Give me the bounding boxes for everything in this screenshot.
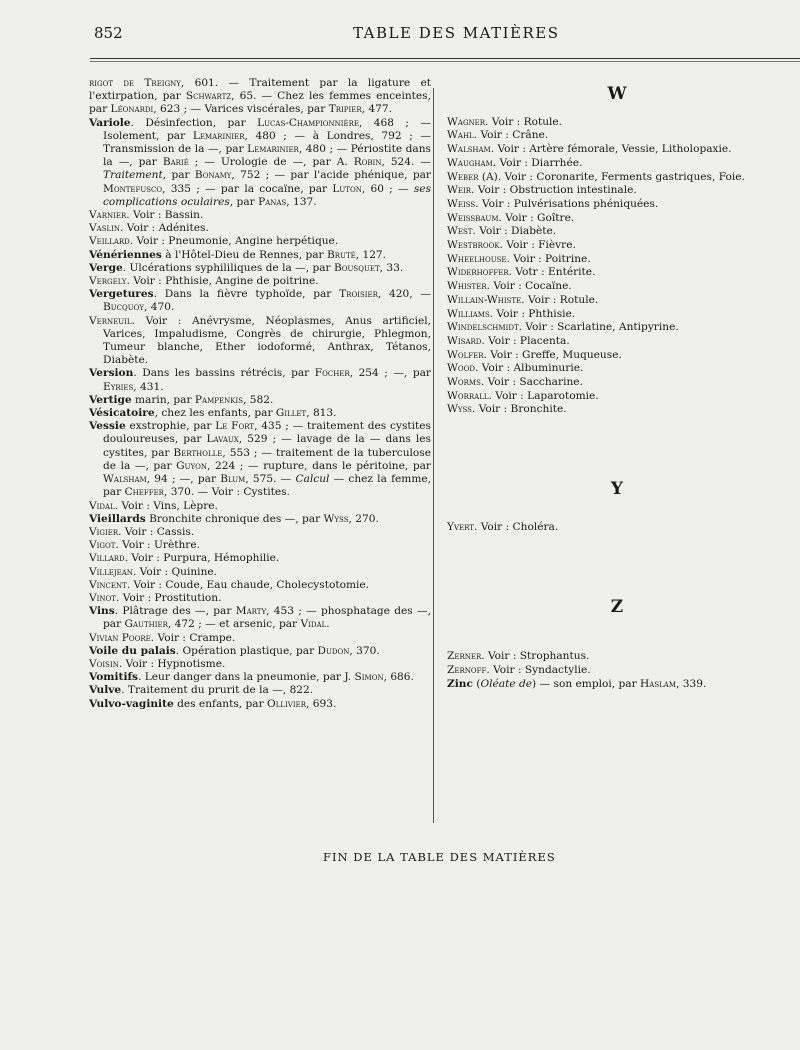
- author-name: Gillet: [275, 407, 307, 420]
- index-entry: [89, 394, 431, 407]
- entry-text: . Voir : Goître.: [498, 211, 575, 224]
- index-entry: [89, 222, 431, 235]
- entry-text: , 468 ; — Isolement, par: [103, 116, 431, 142]
- entry-heading: Vergetures: [89, 288, 154, 301]
- entry-text: , 65. — Chez les femmes enceintes, par: [89, 90, 431, 116]
- author-name: Léonardi: [110, 103, 154, 116]
- author-name: Whister: [447, 280, 487, 293]
- index-entry: [447, 239, 787, 253]
- entry-text: . Voir : Poitrine.: [506, 252, 591, 265]
- entry-heading: Vulvo-vaginite: [89, 697, 174, 710]
- entry-text: . Voir : Rotule.: [485, 115, 563, 128]
- entry-text: , 60 ; —: [361, 182, 414, 195]
- index-entry: [89, 566, 431, 579]
- entry-text: , 686.: [383, 671, 414, 684]
- entry-text: . Voir : Choléra.: [473, 520, 559, 533]
- index-entry: [447, 143, 787, 157]
- entry-text: . Voir : Albuminurie.: [474, 362, 584, 375]
- author-name: Villejean: [89, 565, 133, 578]
- author-name: Ollivier: [267, 697, 306, 710]
- section-y-entries: [447, 521, 787, 535]
- author-name: Voisin: [89, 657, 119, 670]
- index-entry: [89, 117, 431, 209]
- index-entry: [447, 253, 787, 267]
- entry-text: . Voir : Anévrysme, Néoplasmes, Anus artificiel, Varices, Impaludisme, Congrès de chirurgie, Phlegmon, Tumeur blanche, Ether iodoformé, Anthrax, Tétanos, Diabète.: [103, 314, 431, 367]
- index-entry: [89, 420, 431, 499]
- author-name: Vidal: [300, 618, 327, 631]
- entry-text: , 470.: [144, 301, 175, 314]
- entry-text: , 127.: [355, 248, 387, 261]
- entry-text: . Voir : Bassin.: [126, 209, 204, 222]
- author-name: Vigier: [89, 525, 119, 538]
- author-name: Luton: [332, 182, 362, 195]
- index-entry: [89, 605, 431, 631]
- index-entry: [447, 321, 787, 335]
- italic-text: ses complications oculaires: [103, 182, 432, 208]
- index-entry: [447, 308, 787, 322]
- index-entry: [89, 513, 431, 526]
- author-name: Panas: [258, 195, 287, 208]
- entry-text: , 335 ; — par la cocaïne, par: [162, 182, 333, 195]
- index-entry: [89, 552, 431, 565]
- index-entry: [447, 171, 787, 185]
- author-name: Bertholle: [173, 446, 223, 459]
- entry-text: . Voir : Vins, Lèpre.: [114, 499, 218, 512]
- entry-text: , 270.: [348, 512, 379, 525]
- author-name: Vincent: [89, 578, 127, 591]
- entry-heading: Verge: [89, 261, 123, 274]
- entry-text: à l'Hôtel-Dieu de Rennes, par: [161, 248, 327, 261]
- entry-text: . Voir : Scarlatine, Antipyrine.: [518, 321, 679, 334]
- entry-text: , chez les enfants, par: [154, 407, 276, 420]
- index-entry: [89, 500, 431, 513]
- author-name: Le Fort: [215, 420, 255, 433]
- index-entry: [447, 650, 787, 664]
- author-name: Willain-Whiste: [447, 293, 522, 306]
- author-name: West: [447, 225, 473, 238]
- index-entry: [89, 315, 431, 368]
- entry-text: . Plâtrage des —, par: [114, 605, 236, 618]
- index-entry: [447, 184, 787, 198]
- entry-text: , 529 ; — lavage de la — dans les cystites, par: [103, 433, 431, 459]
- author-name: Lavaux: [206, 433, 239, 446]
- author-name: Bonamy: [194, 169, 232, 182]
- entry-text: . Voir : Urèthre.: [115, 539, 201, 552]
- author-name: Weir: [447, 184, 472, 197]
- entry-text: exstrophie, par: [125, 420, 216, 433]
- author-name: Verneuil: [89, 314, 132, 327]
- entry-text: . Votr : Entérite.: [508, 266, 596, 279]
- entry-text: . Dans la fièvre typhoïde, par: [153, 288, 340, 301]
- index-entry: [89, 592, 431, 605]
- entry-heading: Vénériennes: [89, 248, 162, 261]
- author-name: Eyries: [103, 380, 134, 393]
- index-entry: [89, 698, 431, 711]
- author-name: Walsham: [447, 143, 491, 156]
- index-entry: [89, 249, 431, 262]
- author-name: Westbrook: [447, 239, 500, 252]
- entry-text: . Voir : Coude, Eau chaude, Cholecystotomie.: [126, 578, 370, 591]
- entry-text: . Voir : Coronarite, Ferments gastriques, Foie.: [497, 170, 745, 183]
- entry-text: . Voir : Purpura, Hémophilie.: [124, 552, 280, 565]
- index-entry: [447, 403, 787, 417]
- entry-text: . Voir : Hypnotisme.: [118, 657, 226, 670]
- header-rule-secondary: [90, 61, 800, 62]
- index-entry: [447, 349, 787, 363]
- entry-text: . Voir : Laparotomie.: [488, 389, 599, 402]
- entry-heading: Vins: [89, 605, 115, 618]
- entry-text: . Voir : Fièvre.: [499, 239, 576, 252]
- author-name: Vaslin: [89, 222, 121, 235]
- author-name: Schwartz: [185, 90, 232, 103]
- index-entry: [89, 407, 431, 420]
- entry-text: . Voir : Placenta.: [481, 334, 570, 347]
- index-entry: [447, 335, 787, 349]
- author-name: Villard: [89, 552, 125, 565]
- entry-text: , 339.: [676, 677, 707, 690]
- entry-heading: Voile du palais: [89, 644, 176, 657]
- entry-text: , 553 ; — traitement de la tuberculose de la —, par: [103, 446, 431, 472]
- author-name: Worms: [447, 376, 481, 389]
- index-entry: [447, 362, 787, 376]
- author-name: Varnier: [89, 209, 127, 222]
- entry-text: . Leur danger dans la pneumonie, par: [138, 671, 345, 684]
- entry-text: , 370.: [349, 644, 380, 657]
- entry-text: marin, par: [131, 393, 195, 406]
- entry-text: . Voir : Syndactylie.: [486, 663, 591, 676]
- entry-text: , 813.: [306, 407, 337, 420]
- index-entry: [89, 262, 431, 275]
- author-name: J. Simon: [344, 671, 384, 684]
- entry-heading: Vésicatoire: [89, 407, 155, 420]
- author-name: Vivian Poore: [89, 631, 151, 644]
- index-entry: [89, 658, 431, 671]
- author-name: Wyss: [447, 403, 472, 416]
- entry-text: — chez la femme, par: [103, 473, 431, 499]
- author-name: Wolfer: [447, 348, 484, 361]
- author-name: Focher: [314, 367, 350, 380]
- entry-text: , 453 ; — phosphatage des —, par: [103, 605, 431, 631]
- running-head-title: TABLE DES MATIÈRES: [353, 24, 560, 42]
- entry-text: , 420, —: [377, 288, 431, 301]
- author-name: Walsham: [103, 473, 147, 486]
- entry-text: Bronchite chronique des —, par: [145, 512, 324, 525]
- entry-text: . Voir : Artère fémorale, Vessie, Litholopaxie.: [490, 143, 732, 156]
- entry-heading: Zinc: [447, 677, 473, 690]
- index-entry: [447, 376, 787, 390]
- entry-text: . Voir : Cocaïne.: [486, 280, 572, 293]
- entry-text: , 480 ; — Périostite dans la —, par: [103, 143, 431, 169]
- author-name: Vinot: [89, 591, 116, 604]
- index-entry: [447, 225, 787, 239]
- author-name: Bousquet: [334, 261, 380, 274]
- index-entry: [89, 632, 431, 645]
- index-entry: [447, 129, 787, 143]
- entry-heading: Vertige: [89, 393, 132, 406]
- entry-text: . Voir : Diarrhée.: [492, 156, 583, 169]
- author-name: Vergely: [89, 275, 127, 288]
- author-name: rigot de Treigny: [89, 77, 181, 89]
- author-name: Lemarinier: [247, 143, 299, 156]
- entry-text: , 224 ; — rupture, dans le péritoine, par: [207, 459, 431, 472]
- section-letter-y: Y: [610, 479, 624, 500]
- entry-text: . Désinfection, par: [130, 116, 258, 129]
- entry-text: . Voir : Obstruction intestinale.: [471, 184, 637, 197]
- italic-text: Calcul: [295, 473, 330, 486]
- author-name: A. Robin: [336, 156, 382, 169]
- entry-text: . Ulcérations syphililiques de la —, par: [122, 261, 334, 274]
- entry-text: , 472 ; — et arsenic, par: [167, 618, 301, 631]
- entry-text: , 752 ; — par l'acide phénique, par: [231, 169, 431, 182]
- entry-text: . Voir : Strophantus.: [481, 650, 590, 663]
- author-name: Barié: [162, 156, 189, 169]
- index-entry: [89, 539, 431, 552]
- entry-text: . Dans les bassins rétrécis, par: [133, 367, 315, 380]
- index-entry: [89, 579, 431, 592]
- italic-text: Oléate de: [480, 677, 533, 690]
- column-divider: [433, 88, 434, 823]
- index-entry: [89, 288, 431, 314]
- author-name: Vidal: [89, 499, 115, 512]
- author-name: Wheelhouse: [447, 252, 507, 265]
- index-entry: [89, 77, 431, 117]
- entry-text: . Voir : Pneumonie, Angine herpétique.: [129, 235, 339, 248]
- author-name: Weiss: [447, 197, 476, 210]
- index-entry: [447, 521, 787, 535]
- author-name: Vigot: [89, 539, 116, 552]
- author-name: Wisard: [447, 334, 482, 347]
- entry-text: , 693.: [306, 697, 337, 710]
- index-entry: [447, 266, 787, 280]
- entry-heading: Version: [89, 367, 134, 380]
- author-name: Zernoff: [447, 663, 487, 676]
- author-name: Veillard: [89, 235, 130, 248]
- author-name: Lemarinier: [192, 129, 245, 142]
- author-name: Tripier: [328, 103, 362, 116]
- entry-text: , par: [162, 169, 195, 182]
- entry-text: , par: [229, 195, 259, 208]
- author-name: Troisier: [339, 288, 378, 301]
- index-entry: [447, 280, 787, 294]
- index-entry: [89, 275, 431, 288]
- entry-text: . Voir : Phthisie.: [489, 307, 576, 320]
- author-name: Bruté: [326, 248, 356, 261]
- index-entry: [89, 235, 431, 248]
- author-name: Gauthier: [124, 618, 168, 631]
- entry-heading: Vulve: [89, 684, 122, 697]
- left-column: [89, 77, 431, 711]
- entry-text: . Opération plastique, par: [175, 644, 318, 657]
- entry-text: , 435 ; — traitement des cystites douloureuses, par: [103, 420, 431, 446]
- index-entry: [89, 671, 431, 684]
- entry-text: des enfants, par: [173, 697, 268, 710]
- entry-text: , 477.: [361, 103, 392, 116]
- index-entry: [447, 198, 787, 212]
- entry-text: , 524. —: [381, 156, 431, 169]
- entry-text: . Voir : Crampe.: [150, 631, 236, 644]
- index-entry: [447, 157, 787, 171]
- entry-text: , 370. — Voir : Cystites.: [163, 486, 290, 499]
- entry-text: , 431.: [133, 380, 164, 393]
- entry-text: . Voir : Diabète.: [472, 225, 557, 238]
- entry-text: ) — son emploi, par: [532, 677, 641, 690]
- author-name: Williams: [447, 307, 490, 320]
- entry-text: . Voir : Rotule.: [521, 293, 599, 306]
- entry-heading: Vessie: [89, 420, 126, 433]
- author-name: Marty: [235, 605, 267, 618]
- entry-text: , 623 ; — Varices viscérales, par: [153, 103, 329, 116]
- author-name: Windelschmidt: [447, 321, 519, 334]
- entry-text: , 33.: [379, 261, 404, 274]
- author-name: Wyss: [323, 512, 349, 525]
- entry-text: . Voir : Greffe, Muqueuse.: [483, 348, 622, 361]
- entry-text: . Voir : Quinine.: [132, 565, 218, 578]
- italic-text: Traitement: [103, 169, 163, 182]
- entry-text: . Voir : Crâne.: [473, 129, 549, 142]
- index-entry: [89, 684, 431, 697]
- entry-heading: Vieillards: [89, 512, 146, 525]
- author-name: Pampenkis: [194, 393, 244, 406]
- entry-text: .: [326, 618, 330, 631]
- author-name: Lucas-Championnière: [257, 116, 359, 129]
- entry-text: . Voir : Bronchite.: [471, 403, 567, 416]
- header-rule: [90, 58, 800, 59]
- index-entry: [447, 116, 787, 130]
- author-name: Weissbaum: [447, 211, 499, 224]
- entry-text: . Traitement du prurit de la —, 822.: [121, 684, 314, 697]
- author-name: Wagner: [447, 115, 486, 128]
- entry-text: ; — Urologie de —, par: [188, 156, 337, 169]
- entry-text: . Voir : Phthisie, Angine de poitrine.: [126, 275, 319, 288]
- index-entry: [447, 390, 787, 404]
- entry-text: (: [472, 677, 481, 690]
- entry-text: , 601. — Traitement par la ligature et l'extirpation, par: [89, 77, 431, 103]
- index-entry: [447, 294, 787, 308]
- author-name: Blum: [220, 473, 246, 486]
- author-name: Bucquoy: [103, 301, 145, 314]
- end-of-table-footer: FIN DE LA TABLE DES MATIÈRES: [323, 850, 556, 864]
- entry-text: . Voir : Prostitution.: [115, 591, 222, 604]
- entry-text: . Voir : Adénites.: [120, 222, 209, 235]
- right-column: [447, 84, 787, 691]
- entry-text: . Voir : Saccharine.: [480, 376, 583, 389]
- entry-text: , 480 ; — à Londres, 792 ; — Transmission de la —, par: [103, 129, 431, 156]
- index-entry: [89, 367, 431, 393]
- author-name: Wahl: [447, 129, 474, 142]
- entry-text: . Voir : Cassis.: [118, 525, 195, 538]
- page-number: 852: [94, 24, 123, 42]
- index-entry: [447, 664, 787, 678]
- author-name: Weber (A): [447, 170, 498, 183]
- section-letter-w: W: [607, 84, 627, 104]
- author-name: Widerhoffer: [447, 266, 509, 279]
- index-entry: [447, 212, 787, 226]
- author-name: Guyon: [176, 459, 208, 472]
- author-name: Zerner: [447, 650, 482, 663]
- section-z-entries: [447, 650, 787, 691]
- index-entry: [89, 209, 431, 222]
- author-name: Dudon: [317, 644, 350, 657]
- index-entry: [447, 678, 787, 692]
- section-w-entries: [447, 116, 787, 417]
- author-name: Haslam: [640, 677, 676, 690]
- entry-text: , 94 ; —, par: [146, 473, 221, 486]
- author-name: Worrall: [447, 389, 489, 402]
- entry-text: , 575. —: [245, 473, 296, 486]
- entry-heading: Vomitifs: [89, 671, 138, 684]
- entry-text: . Voir : Pulvérisations phéniquées.: [475, 197, 659, 210]
- index-entry: [89, 645, 431, 658]
- author-name: Wood: [447, 362, 475, 375]
- index-entry: [89, 526, 431, 539]
- author-name: Montefusco: [103, 182, 163, 195]
- section-letter-z: Z: [610, 596, 624, 617]
- entry-text: , 137.: [286, 195, 317, 208]
- author-name: Cheffer: [124, 486, 164, 499]
- entry-heading: Variole: [89, 116, 131, 129]
- entry-text: , 254 ; —, par: [349, 367, 431, 380]
- entry-text: , 582.: [243, 393, 274, 406]
- author-name: Waugham: [447, 156, 493, 169]
- author-name: Yvert: [447, 520, 474, 533]
